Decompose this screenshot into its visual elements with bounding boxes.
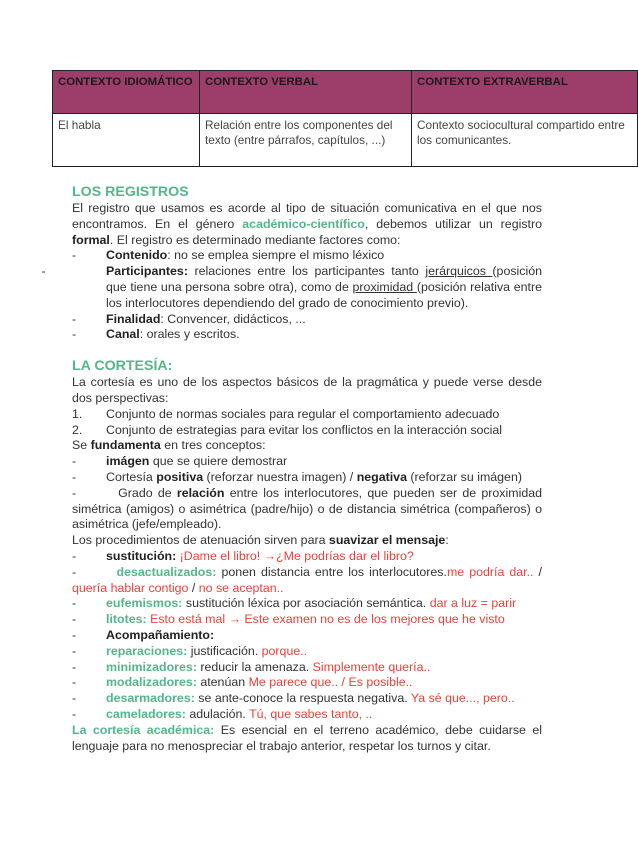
list-item: - Participantes: relaciones entre los participantes tanto jerárquicos (posición que tiene una persona sobre otra), como de proximidad (posición relativa entre los interlocutores dependiendo del grado de conocimiento previo). [41, 264, 543, 310]
list-item: - desarmadores: se ante-conoce la respuesta negativa. Ya sé que..., pero.. [72, 691, 515, 706]
list-item: - imágen que se quiere demostrar [72, 454, 288, 469]
list-item: - Contenido: no se emplea siempre el mismo léxico [72, 248, 385, 263]
section-title-cortesia: LA CORTESÍA: [72, 358, 173, 375]
paragraph: Los procedimientos de atenuación sirven para suavizar el mensaje: [72, 533, 449, 548]
list-item: 2. Conjunto de estrategias para evitar los conflictos en la interacción social [72, 422, 503, 437]
list-item: - Cortesía positiva (reforzar nuestra imagen) / negativa (reforzar su imágen) [72, 469, 522, 484]
paragraph: La cortesía académica: Es esencial en el terreno académico, debe cuidarse el lenguaje para no menospreciar el trabajo anterior, respetar los turnos y citar. [72, 722, 542, 753]
paragraph: Se fundamenta en tres conceptos: [72, 438, 266, 453]
table-cell: Contexto sociocultural compartido entre los comunicantes. [412, 114, 638, 167]
table-header: CONTEXTO EXTRAVERBAL [412, 71, 638, 114]
list-item: - cameladores: adulación. Tú, que sabes tanto, .. [72, 706, 373, 721]
list-item: - sustitución: ¡Dame el libro! →¿Me podrías dar el libro? [72, 548, 414, 563]
table-cell: El habla [53, 114, 200, 167]
list-item: - Finalidad: Convencer, didácticos, ... [72, 311, 306, 326]
table-header: CONTEXTO IDIOMÁTICO [53, 71, 200, 114]
list-item: - Acompañamiento: [72, 627, 215, 642]
list-item: - reparaciones: justificación. porque.. [72, 643, 308, 658]
document-body [41, 183, 543, 754]
list-item: - desactualizados: ponen distancia entre los interlocutores.me podría dar.. / quería hablar contigo / no se aceptan.. [72, 564, 542, 595]
list-item: - minimizadores: reducir la amenaza. Simplemente quería.. [72, 659, 431, 674]
table-row [53, 114, 638, 167]
list-item: 1. Conjunto de normas sociales para regular el comportamiento adecuado [72, 406, 500, 421]
list-item: - litotes: Esto está mal → Este examen no es de los mejores que he visto [72, 612, 505, 627]
paragraph: La cortesía es uno de los aspectos básicos de la pragmática y puede verse desde dos perspectivas: [72, 375, 542, 405]
list-item: - eufemismos: sustitución léxica por asociación semántica. dar a luz = parir [72, 596, 517, 611]
paragraph: El registro que usamos es acorde al tipo de situación comunicativa en el que nos encontramos. En el género académico-científico, debemos utilizar un registro formal. El registro es determinado mediante factores como: [72, 201, 542, 247]
table-header: CONTEXTO VERBAL [200, 71, 412, 114]
list-item: - modalizadores: atenúan Me parece que.. / Es posible.. [72, 675, 413, 690]
context-table [52, 70, 638, 167]
section-title-registros: LOS REGISTROS [72, 184, 189, 200]
table-cell: Relación entre los componentes del texto (entre párrafos, capítulos, ...) [200, 114, 412, 167]
list-item: - Canal: orales y escritos. [72, 327, 240, 342]
list-item: - Grado de relación entre los interlocutores, que pueden ser de proximidad simétrica (amigos) o asimétrica (padre/hijo) o de distancia simétrica (compañeros) o asimétrica (jefe/empleado). [72, 485, 542, 532]
